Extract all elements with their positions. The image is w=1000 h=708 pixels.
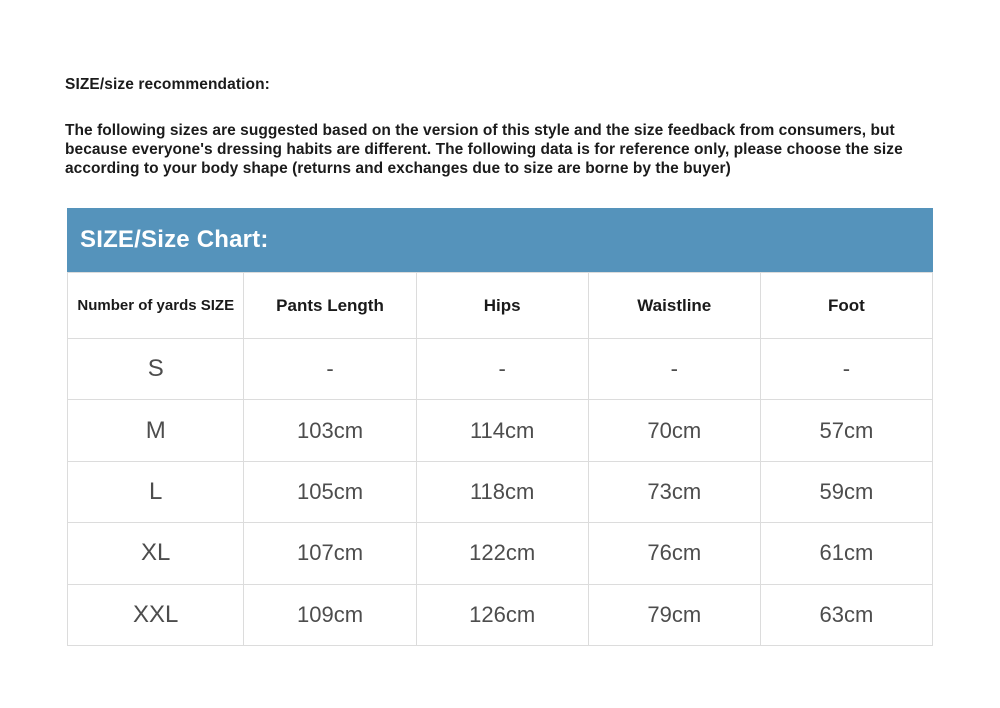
value-cell: 57cm xyxy=(760,400,932,461)
size-cell: L xyxy=(68,461,244,522)
value-cell: 126cm xyxy=(416,584,588,645)
page-title: SIZE/size recommendation: xyxy=(65,76,270,93)
value-cell: 107cm xyxy=(244,523,416,584)
table-row xyxy=(68,523,933,584)
value-cell: - xyxy=(244,339,416,400)
size-chart-banner-title: SIZE/Size Chart: xyxy=(80,226,269,253)
value-cell: 114cm xyxy=(416,400,588,461)
value-cell: - xyxy=(760,339,932,400)
value-cell: 76cm xyxy=(588,523,760,584)
size-chart-banner xyxy=(67,208,933,272)
size-cell: XL xyxy=(68,523,244,584)
value-cell: - xyxy=(416,339,588,400)
size-cell: M xyxy=(68,400,244,461)
table-row xyxy=(68,584,933,645)
size-recommendation-text: The following sizes are suggested based on the version of this style and the size feedback from consumers, but because everyone's dressing habits are different. The following data is for reference only, please choose the size according to your body shape (returns and exchanges due to size are borne by the buyer) xyxy=(65,122,903,177)
column-header-hips: Hips xyxy=(416,273,588,339)
column-header-waistline: Waistline xyxy=(588,273,760,339)
value-cell: 118cm xyxy=(416,461,588,522)
table-header-row xyxy=(68,273,933,339)
value-cell: 61cm xyxy=(760,523,932,584)
table-row xyxy=(68,400,933,461)
size-cell: S xyxy=(68,339,244,400)
column-header-pants-length: Pants Length xyxy=(244,273,416,339)
value-cell: - xyxy=(588,339,760,400)
value-cell: 73cm xyxy=(588,461,760,522)
value-cell: 63cm xyxy=(760,584,932,645)
value-cell: 70cm xyxy=(588,400,760,461)
value-cell: 122cm xyxy=(416,523,588,584)
value-cell: 79cm xyxy=(588,584,760,645)
size-chart-table xyxy=(67,272,933,646)
column-header-foot: Foot xyxy=(760,273,932,339)
size-cell: XXL xyxy=(68,584,244,645)
value-cell: 109cm xyxy=(244,584,416,645)
table-row xyxy=(68,339,933,400)
value-cell: 103cm xyxy=(244,400,416,461)
value-cell: 105cm xyxy=(244,461,416,522)
table-row xyxy=(68,461,933,522)
column-header-size: Number of yards SIZE xyxy=(68,273,244,339)
value-cell: 59cm xyxy=(760,461,932,522)
